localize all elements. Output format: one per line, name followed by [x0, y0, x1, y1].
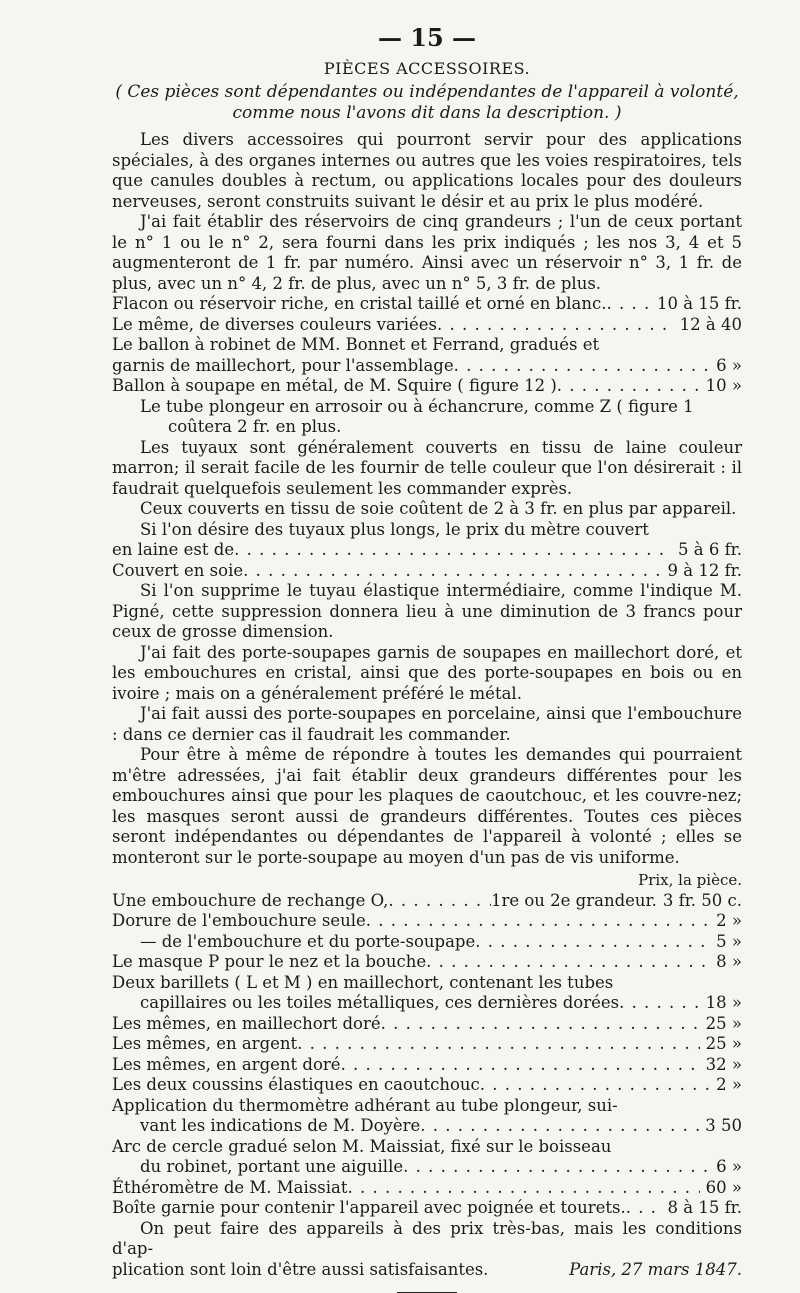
- leader-dots: [243, 561, 661, 582]
- paragraph-grandeurs: Pour être à même de répondre à toutes les demandes qui pourraient m'être adressées, j'ai fait établir deux grandeurs différentes pour les embouchures ainsi que pour les plaques de caoutchouc, et les couvre-nez; les masques seront aussi de grandeurs différentes. Toutes ces pièces seront indépendantes ou dépendantes de l'appareil à volonté ; elles se monteront sur le porte-soupape au moyen d'un pas de vis uniforme.: [112, 745, 742, 867]
- item-price: 5 »: [716, 931, 742, 951]
- item-price: 9 à 12 fr.: [667, 560, 742, 580]
- price-row: [112, 294, 742, 315]
- item-price: 5 à 6 fr.: [678, 540, 742, 559]
- item-label: Le même, de diverses couleurs variées: [112, 314, 437, 334]
- price-row: [112, 973, 742, 994]
- item-price: 2 »: [716, 1075, 742, 1094]
- price-list-pieces: [112, 891, 742, 1219]
- closing-line: [112, 1260, 742, 1281]
- price-row: [112, 911, 742, 932]
- paragraph-accessories: Les divers accessoires qui pourront servir pour des applications spéciales, à des organes internes ou autres que les voies respiratoires, tels que canules doubles à rectum, ou applications locales pour des douleurs nerveuses, seront construits suivant le désir et au prix le plus modéré.: [112, 130, 742, 211]
- leader-dots: [480, 1075, 710, 1096]
- item-price: 3 50: [705, 1116, 742, 1135]
- price-row: [112, 1096, 742, 1117]
- paragraph-reservoirs: J'ai fait établir des réservoirs de cinq grandeurs ; l'un de ceux portant le n° 1 ou le n° 2, sera fourni dans les prix indiqués ; les nos 3, 4 et 5 augmenteront de 1 fr. par numéro. Ainsi avec un réservoir n° 3, 1 fr. de plus, avec un n° 4, 2 fr. de plus, avec un n° 5, 3 fr. de plus.: [112, 212, 742, 293]
- tube-line-1: Le tube plongeur en arrosoir ou à échancrure, comme Z ( figure 1: [140, 396, 694, 416]
- price-row: [112, 376, 742, 397]
- leader-dots: [619, 993, 700, 1014]
- item-label: Les deux coussins élastiques en caoutchouc: [112, 1075, 480, 1094]
- item-price: 6 »: [716, 355, 742, 375]
- leader-dots: [454, 356, 711, 377]
- item-label: Deux barillets ( L et M ) en maillechort, contenant les tubes: [112, 972, 614, 992]
- leader-dots: [606, 294, 651, 315]
- item-price: 6 »: [716, 1157, 742, 1176]
- leader-dots: [341, 1055, 700, 1076]
- leader-dots: [403, 1157, 710, 1178]
- item-label: garnis de maillechort, pour l'assemblage: [112, 355, 454, 375]
- price-row: [112, 1137, 742, 1158]
- item-label: Le ballon à robinet de MM. Bonnet et Ferrand, gradués et: [112, 335, 600, 354]
- price-row: [112, 993, 742, 1014]
- item-label: Dorure de l'embouchure seule: [112, 911, 366, 930]
- item-price: 8 »: [716, 952, 742, 971]
- price-row: [112, 1034, 742, 1055]
- item-price: 12 à 40: [679, 314, 742, 334]
- leader-dots: [420, 1116, 699, 1137]
- leader-dots: [388, 891, 491, 912]
- price-row: [112, 540, 742, 561]
- leader-dots: [426, 952, 710, 973]
- item-label: Arc de cercle gradué selon M. Maissiat, fixé sur le boisseau: [112, 1136, 612, 1156]
- item-label: Une embouchure de rechange O,: [112, 890, 389, 910]
- leader-dots: [437, 315, 674, 336]
- price-row: [112, 1055, 742, 1076]
- closing-text: plication sont loin d'être aussi satisfaisantes.: [112, 1259, 489, 1279]
- item-size: 1re ou 2e grandeur.: [490, 890, 657, 910]
- item-label: Flacon ou réservoir riche, en cristal taillé et orné en blanc.: [112, 294, 607, 313]
- price-column-header: Prix, la pièce.: [638, 871, 742, 889]
- leader-dots: [557, 376, 700, 397]
- leader-dots: [234, 540, 672, 561]
- price-row: [112, 1014, 742, 1035]
- price-row: [112, 356, 742, 377]
- item-label: Les mêmes, en argent doré: [112, 1054, 341, 1074]
- price-row: [112, 1178, 742, 1199]
- paragraph-pigne: Si l'on supprime le tuyau élastique intermédiaire, comme l'indique M. Pigné, cette suppression donnera lieu à une diminution de 3 francs pour ceux de grosse dimension.: [112, 581, 742, 641]
- tube-line-2: coûtera 2 fr. en plus.: [168, 417, 342, 436]
- paragraph-porte-soupapes: J'ai fait des porte-soupapes garnis de soupapes en maillechort doré, et les embouchures en cristal, ainsi que des porte-soupapes en bois ou en ivoire ; mais on a généralement préféré le métal.: [112, 642, 742, 703]
- leader-dots: [297, 1034, 699, 1055]
- item-label: Couvert en soie: [112, 560, 244, 580]
- item-label: du robinet, portant une aiguille: [140, 1157, 404, 1176]
- leader-dots: [347, 1178, 699, 1199]
- item-price: 25 »: [705, 1034, 742, 1053]
- item-label: en laine est de: [112, 540, 235, 559]
- item-label: Les mêmes, en maillechort doré: [112, 1013, 381, 1033]
- price-list-reservoirs: [112, 294, 742, 397]
- leader-dots: [475, 932, 710, 953]
- price-row: [112, 1198, 742, 1219]
- paragraph-tuyaux: Les tuyaux sont généralement couverts en tissu de laine couleur marron; il serait facile de les fournir de telle couleur que l'on désirerait : il faudrait quelquefois seulement les commander exprès.: [112, 437, 742, 498]
- signature-date: Paris, 27 mars 1847.: [569, 1259, 742, 1279]
- page-number: — 15 —: [377, 23, 477, 52]
- item-price: 3 fr. 50 c.: [662, 890, 742, 910]
- price-row: [112, 335, 742, 356]
- price-row: [112, 1116, 742, 1137]
- leader-dots: [366, 911, 710, 932]
- item-label: Ballon à soupape en métal, de M. Squire ( figure 12 ): [112, 376, 557, 395]
- item-price: 8 à 15 fr.: [667, 1198, 742, 1217]
- price-row: [112, 315, 742, 336]
- price-row: [112, 1075, 742, 1096]
- item-label: Éthéromètre de M. Maissiat: [112, 1177, 348, 1197]
- paragraph-longs: Si l'on désire des tuyaux plus longs, le prix du mètre couvert: [140, 519, 649, 539]
- section-title: PIÈCES ACCESSOIRES.: [323, 58, 531, 78]
- price-row: [112, 1157, 742, 1178]
- paragraph-porcelaine: J'ai fait aussi des porte-soupapes en porcelaine, ainsi que l'embouchure : dans ce dernier cas il faudrait les commander.: [112, 704, 742, 744]
- price-row: [112, 932, 742, 953]
- paragraph-soie: Ceux couverts en tissu de soie coûtent de 2 à 3 fr. en plus par appareil.: [140, 499, 737, 518]
- item-price: 10 à 15 fr.: [657, 294, 742, 313]
- leader-dots: [381, 1014, 700, 1035]
- item-price: 10 »: [705, 376, 742, 395]
- price-row: [112, 561, 742, 582]
- item-label: Les mêmes, en argent: [112, 1034, 298, 1053]
- item-label: — de l'embouchure et du porte-soupape: [140, 931, 476, 951]
- item-price: 60 »: [705, 1177, 742, 1197]
- item-label: Le masque P pour le nez et la bouche: [112, 952, 427, 971]
- price-row: [112, 952, 742, 973]
- closing-paragraph: On peut faire des appareils à des prix très-bas, mais les conditions d'ap-: [112, 1218, 742, 1258]
- price-row: [112, 891, 742, 912]
- item-label: capillaires ou les toiles métalliques, ces dernières dorées: [140, 993, 620, 1012]
- section-note: ( Ces pièces sont dépendantes ou indépendantes de l'appareil à volonté, comme nous l'avons dit dans la description. ): [115, 82, 739, 123]
- item-price: 25 »: [705, 1013, 742, 1033]
- item-price: 32 »: [705, 1054, 742, 1074]
- item-price: 18 »: [705, 993, 742, 1012]
- item-label: vant les indications de M. Doyère: [140, 1116, 421, 1135]
- price-list-tuyaux: [112, 540, 742, 581]
- leader-dots: [626, 1198, 662, 1219]
- item-label: Application du thermomètre adhérant au tube plongeur, sui-: [112, 1095, 618, 1115]
- item-label: Boîte garnie pour contenir l'appareil avec poignée et tourets.: [112, 1198, 626, 1217]
- item-price: 2 »: [716, 911, 742, 930]
